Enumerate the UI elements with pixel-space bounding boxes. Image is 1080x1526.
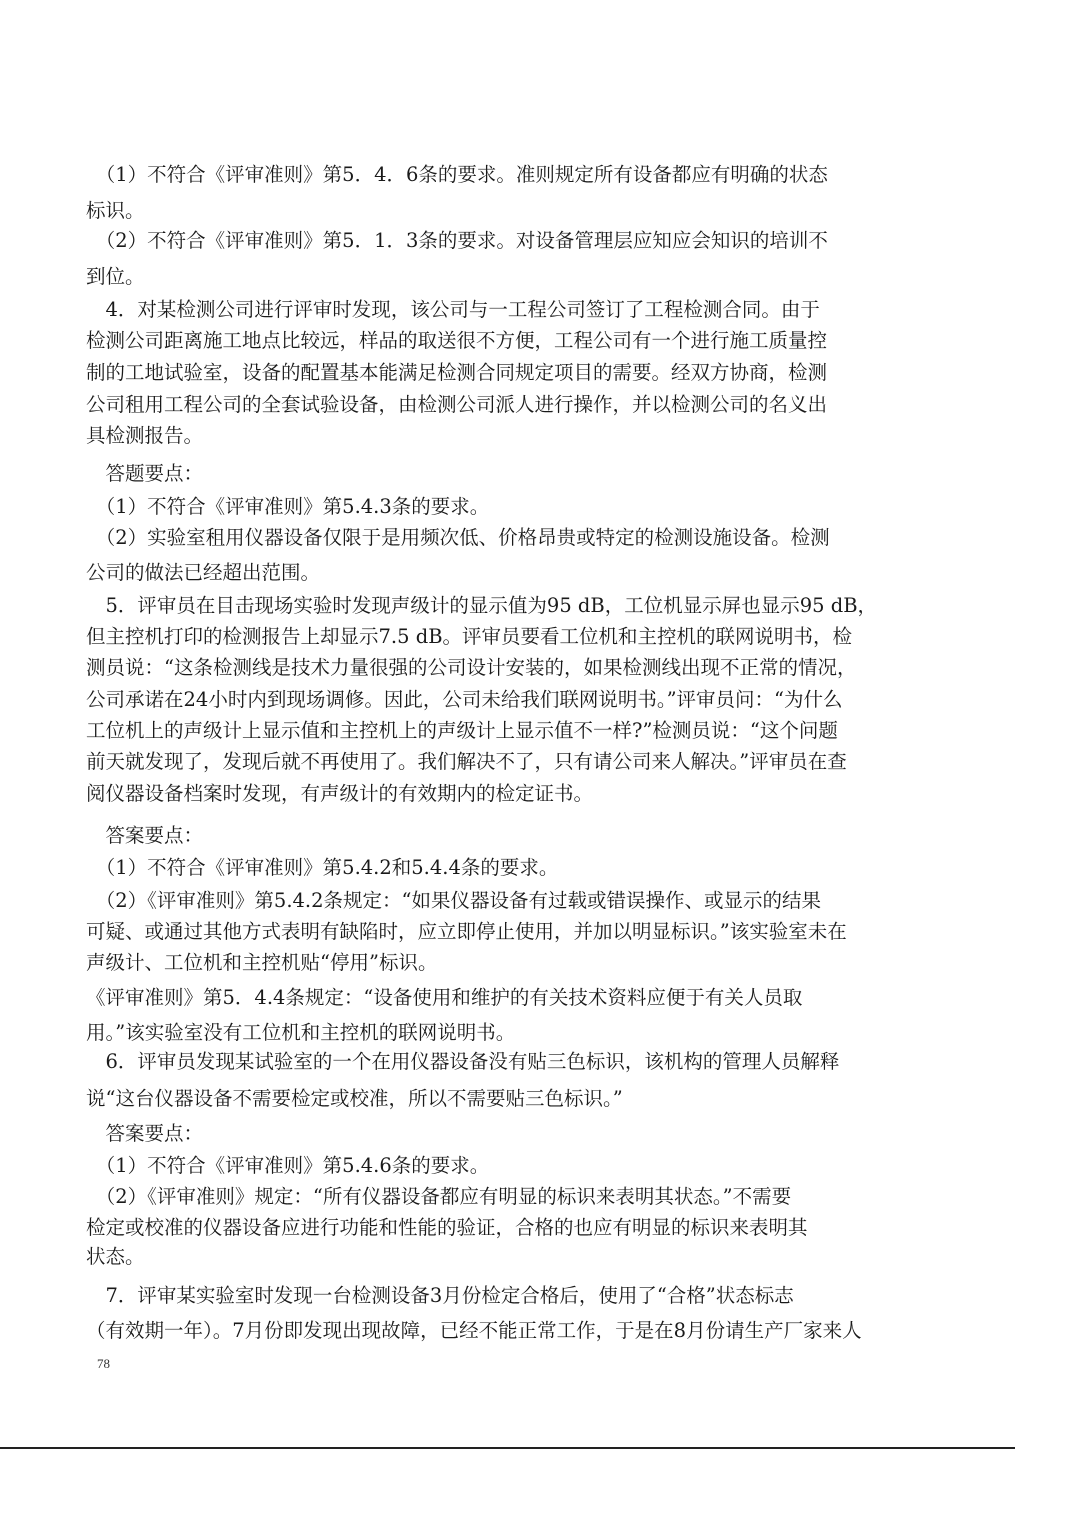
- text-line: （有效期一年）。7月份即发现出现故障，已经不能正常工作，于是在8月份请生产厂家来人: [86, 1319, 862, 1342]
- text-line: 声级计、工位机和主控机贴“停用”标识。: [86, 951, 438, 974]
- text-line: 5．评审员在目击现场实验时发现声级计的显示值为95 dB，工位机显示屏也显示95 dB，: [86, 594, 878, 617]
- text-line: （2）不符合《评审准则》第5．1．3条的要求。对设备管理层应知应会知识的培训不: [86, 229, 828, 252]
- text-line: 说“这台仪器设备不需要检定或校准，所以不需要贴三色标识。”: [86, 1087, 623, 1110]
- text-line: 公司租用工程公司的全套试验设备，由检测公司派人进行操作，并以检测公司的名义出: [86, 393, 828, 416]
- text-line: 但主控机打印的检测报告上却显示7.5 dB。评审员要看工位机和主控机的联网说明书，检: [86, 625, 853, 648]
- text-line: 状态。: [86, 1245, 145, 1268]
- text-line: 公司承诺在24小时内到现场调修。因此，公司未给我们联网说明书。”评审员问：“为什么: [86, 688, 843, 711]
- text-line: 《评审准则》第5．4.4条规定：“设备使用和维护的有关技术资料应便于有关人员取: [86, 986, 803, 1009]
- text-line: 用。”该实验室没有工位机和主控机的联网说明书。: [86, 1021, 516, 1044]
- text-line: 6．评审员发现某试验室的一个在用仪器设备没有贴三色标识，该机构的管理人员解释: [86, 1050, 840, 1073]
- text-line: 前天就发现了，发现后就不再使用了。我们解决不了，只有请公司来人解决。”评审员在查: [86, 750, 847, 773]
- text-line: 标识。: [86, 199, 145, 222]
- text-line: 制的工地试验室，设备的配置基本能满足检测合同规定项目的需要。经双方协商，检测: [86, 361, 828, 384]
- text-line: （2）《评审准则》规定：“所有仪器设备都应有明显的标识来表明其状态。”不需要: [86, 1185, 792, 1208]
- page-number: 78: [97, 1356, 110, 1371]
- text-line: 工位机上的声级计上显示值和主控机上的声级计上显示值不一样?”检测员说：“这个问题: [86, 719, 838, 742]
- text-line: （1）不符合《评审准则》第5.4.2和5.4.4条的要求。: [86, 856, 559, 879]
- text-line: 阅仪器设备档案时发现，有声级计的有效期内的检定证书。: [86, 782, 594, 805]
- text-line: 4．对某检测公司进行评审时发现，该公司与一工程公司签订了工程检测合同。由于: [86, 298, 820, 321]
- text-line: 答题要点：: [86, 462, 204, 485]
- text-line: 答案要点：: [86, 824, 204, 847]
- text-line: （1）不符合《评审准则》第5.4.3条的要求。: [86, 495, 490, 518]
- text-line: 检定或校准的仪器设备应进行功能和性能的验证，合格的也应有明显的标识来表明其: [86, 1216, 808, 1239]
- text-line: （1）不符合《评审准则》第5.4.6条的要求。: [86, 1154, 490, 1177]
- text-line: 公司的做法已经超出范围。: [86, 561, 321, 584]
- text-line: （1）不符合《评审准则》第5．4．6条的要求。准则规定所有设备都应有明确的状态: [86, 163, 828, 186]
- text-line: 到位。: [86, 265, 145, 288]
- text-line: 具检测报告。: [86, 424, 204, 447]
- text-line: 检测公司距离施工地点比较远，样品的取送很不方便，工程公司有一个进行施工质量控: [86, 329, 828, 352]
- footer-rule: [0, 1447, 1015, 1449]
- text-line: 7．评审某实验室时发现一台检测设备3月份检定合格后，使用了“合格”状态标志: [86, 1284, 794, 1307]
- text-line: （2）实验室租用仪器设备仅限于是用频次低、价格昂贵或特定的检测设施设备。检测: [86, 526, 830, 549]
- text-line: 测员说：“这条检测线是技术力量很强的公司设计安装的，如果检测线出现不正常的情况，: [86, 656, 857, 679]
- text-line: 答案要点：: [86, 1122, 204, 1145]
- text-line: （2）《评审准则》第5.4.2条规定：“如果仪器设备有过载或错误操作、或显示的结果: [86, 889, 821, 912]
- text-line: 可疑、或通过其他方式表明有缺陷时，应立即停止使用，并加以明显标识。”该实验室未在: [86, 920, 847, 943]
